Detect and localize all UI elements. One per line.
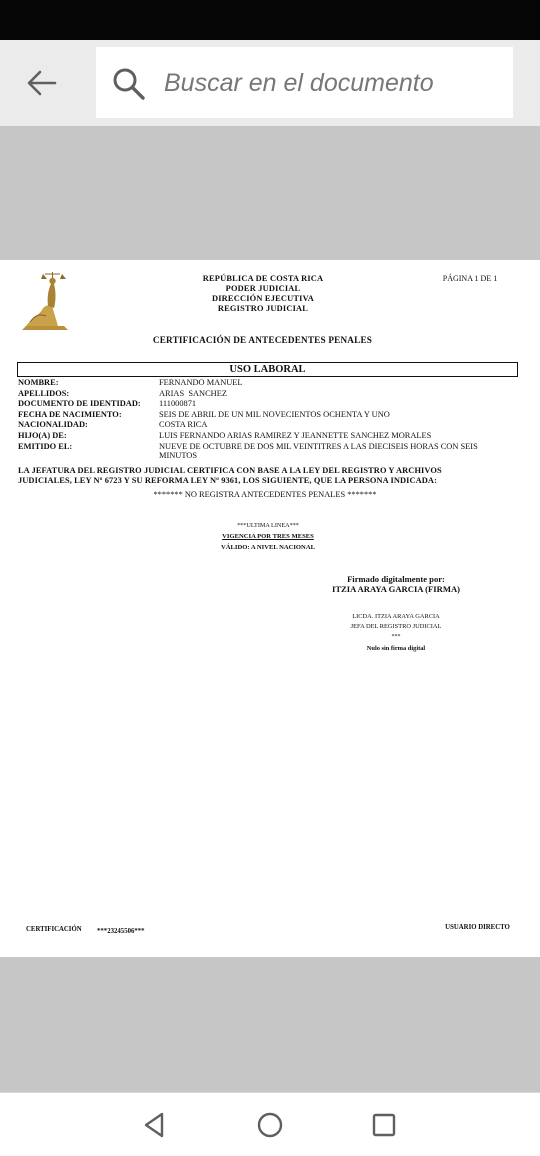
- field-row: [18, 378, 508, 389]
- field-row: [18, 420, 508, 431]
- field-label: DOCUMENTO DE IDENTIDAD:: [18, 399, 141, 409]
- field-label: FECHA DE NACIMIENTO:: [18, 409, 122, 419]
- nav-recents-button[interactable]: [366, 1107, 402, 1143]
- digital-signature-label: Firmado digitalmente por:: [347, 574, 445, 584]
- footer-user-type: USUARIO DIRECTO: [445, 924, 510, 931]
- status-bar: [0, 0, 540, 40]
- field-value: NUEVE DE OCTUBRE DE DOS MIL VEINTITRES A LAS DIECISEIS HORAS CON SEIS MINUTOS: [159, 441, 478, 460]
- search-box[interactable]: [96, 47, 513, 118]
- field-value: COSTA RICA: [159, 420, 208, 430]
- document-viewer[interactable]: [0, 126, 540, 1092]
- footer-certification-label: CERTIFICACIÓN: [26, 926, 82, 933]
- use-type-box: USO LABORAL: [17, 362, 518, 377]
- field-label: EMITIDO EL:: [18, 441, 73, 451]
- validity-period: VIGENCIA POR TRES MESES: [222, 533, 314, 540]
- field-row: [18, 410, 508, 421]
- field-value: SEIS DE ABRIL DE UN MIL NOVECIENTOS OCHENTA Y UNO: [159, 409, 390, 419]
- void-notice: Nulo sin firma digital: [366, 645, 426, 652]
- justice-statue-logo: [18, 270, 72, 334]
- field-value: 111000871: [159, 399, 197, 409]
- arrow-left-icon: [22, 66, 62, 100]
- field-label: APELLIDOS:: [18, 388, 70, 398]
- field-label: NACIONALIDAD:: [18, 420, 88, 430]
- field-value: FERNANDO MANUEL: [159, 378, 243, 387]
- signer-name: LICDA. ITZIA ARAYA GARCIA: [352, 613, 440, 620]
- field-row: [18, 431, 508, 442]
- field-row: [18, 399, 508, 410]
- circle-home-icon: [252, 1107, 288, 1143]
- back-button[interactable]: [22, 66, 62, 100]
- field-label: NOMBRE:: [18, 378, 59, 387]
- document-page: [0, 260, 540, 957]
- field-label: HIJO(A) DE:: [18, 430, 67, 440]
- android-nav-bar: [0, 1092, 540, 1156]
- certificate-title: CERTIFICACIÓN DE ANTECEDENTES PENALES: [152, 335, 373, 345]
- header-line: DIRECCIÓN EJECUTIVA: [211, 294, 315, 303]
- page-number: PÁGINA 1 DE 1: [442, 274, 498, 283]
- separator-stars: ***: [391, 634, 401, 640]
- no-record-text: ******* NO REGISTRA ANTECEDENTES PENALES *******: [153, 490, 377, 499]
- document-header: [150, 274, 376, 314]
- search-input[interactable]: [164, 61, 494, 105]
- personal-data-fields: [18, 378, 508, 460]
- field-row: [18, 442, 508, 460]
- nav-back-button[interactable]: [136, 1107, 172, 1143]
- validity-scope: VÁLIDO: A NIVEL NACIONAL: [221, 544, 315, 551]
- certification-statement: LA JEFATURA DEL REGISTRO JUDICIAL CERTIFICA CON BASE A LA LEY DEL REGISTRO Y ARCHIVOS JUDICIALES, LEY Nº 6723 Y SU REFORMA LEY Nº 9361, LOS SIGUIENTE, QUE LA PERSONA INDICADA:: [18, 466, 442, 485]
- last-line-marker: ***ULTIMA LINEA***: [237, 522, 299, 529]
- triangle-back-icon: [136, 1107, 172, 1143]
- header-line: PODER JUDICIAL: [225, 284, 301, 293]
- signer-title: JEFA DEL REGISTRO JUDICIAL: [350, 623, 442, 630]
- header-line: REPÚBLICA DE COSTA RICA: [202, 274, 324, 283]
- nav-home-button[interactable]: [252, 1107, 288, 1143]
- field-row: [18, 389, 508, 400]
- footer-certification-number: ***23245506***: [97, 928, 145, 935]
- field-value: ARIAS SANCHEZ: [159, 388, 227, 398]
- square-recents-icon: [366, 1107, 402, 1143]
- search-icon: [112, 67, 146, 101]
- field-value: LUIS FERNANDO ARIAS RAMIREZ Y JEANNETTE SANCHEZ MORALES: [159, 430, 432, 440]
- header-line: REGISTRO JUDICIAL: [217, 304, 309, 313]
- search-toolbar: [0, 40, 540, 126]
- digital-signature-name: ITZIA ARAYA GARCIA (FIRMA): [331, 584, 461, 594]
